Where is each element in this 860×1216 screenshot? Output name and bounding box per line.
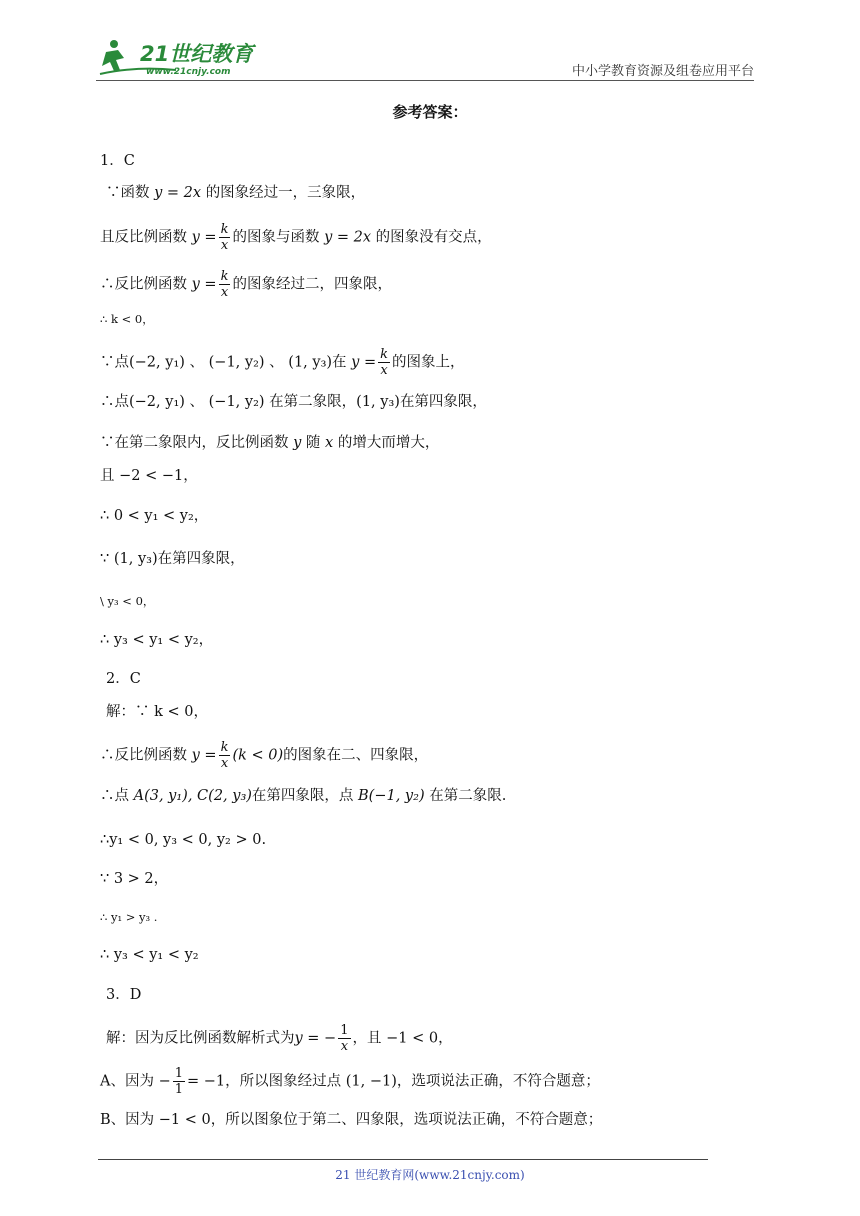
q1-answer: 1．C <box>100 153 135 169</box>
page-title: 参考答案： <box>392 103 468 121</box>
site-logo <box>96 36 261 80</box>
q3-option-b: B、因为 −1 < 0，所以图象位于第二、四象限，选项说法正确，不符合题意； <box>100 1112 603 1128</box>
q2-step-4: ∴y₁ < 0, y₃ < 0, y₂ > 0. <box>100 832 267 848</box>
fraction-k-over-x: $\frac{k}{x}$ <box>220 269 229 300</box>
q3-answer: 3．D <box>106 987 142 1003</box>
q2-step-5: ∵ 3 > 2， <box>100 871 169 887</box>
q3-option-a: A、因为 − $\frac{1}{1}$ = −1，所以图象经过点 (1, −1)，选项说法正确，不符合题意； <box>100 1066 600 1097</box>
footer-divider <box>98 1159 708 1160</box>
q1-step-1: ∵函数 y = 2x 的图象经过一，三象限， <box>106 185 366 201</box>
q1-step-4: ∴ k < 0， <box>100 312 154 326</box>
q1-step-10: ∵ (1, y₃)在第四象限， <box>100 551 245 567</box>
q1-step-8: 且 −2 < −1， <box>100 468 198 484</box>
fraction-k-over-x: $\frac{k}{x}$ <box>220 222 229 253</box>
q1-step-3: ∴反比例函数 y = $\frac{k}{x}$ 的图象经过二，四象限， <box>100 269 392 300</box>
q1-step-2: 且反比例函数 y = $\frac{k}{x}$ 的图象与函数 y = 2x 的图象没有交点， <box>100 222 492 253</box>
q1-step-5: ∵点(−2, y₁) 、 (−1, y₂) 、 (1, y₃)在 y = $\frac{k}{x}$ 的图象上， <box>100 347 465 378</box>
q2-step-3: ∴点 A(3, y₁), C(2, y₃)在第四象限，点 B(−1, y₂) 在第二象限. <box>100 788 507 804</box>
q1-step-6: ∴点(−2, y₁) 、 (−1, y₂) 在第二象限，(1, y₃)在第四象限， <box>100 394 487 410</box>
q2-answer: 2．C <box>106 671 141 687</box>
logo-url-text: www.21cnjy.com <box>146 67 231 77</box>
fraction-k-over-x: $\frac{k}{x}$ <box>380 347 388 378</box>
q2-step-2: ∴反比例函数 y = $\frac{k}{x}$ (k < 0)的图象在二、四象限， <box>100 740 429 771</box>
q1-step-12: ∴ y₃ < y₁ < y₂， <box>100 632 214 648</box>
fraction-k-over-x: $\frac{k}{x}$ <box>220 740 229 771</box>
q2-step-6: ∴ y₁ > y₃ . <box>100 910 158 924</box>
header-platform-text: 中小学教育资源及组卷应用平台 <box>571 64 754 79</box>
fraction-1-over-1: $\frac{1}{1}$ <box>174 1066 184 1097</box>
q3-step-1: 解：因为反比例函数解析式为y = − $\frac{1}{x}$ ，且 −1 < 0， <box>106 1023 453 1054</box>
q1-step-9: ∴ 0 < y₁ < y₂， <box>100 508 209 524</box>
q1-step-7: ∵在第二象限内，反比例函数 y 随 x 的增大而增大， <box>100 435 440 451</box>
logo-main-text: 21世纪教育 <box>140 42 254 66</box>
fraction-1-over-x: $\frac{1}{x}$ <box>340 1023 349 1054</box>
q2-step-1: 解：∵ k < 0， <box>106 704 208 720</box>
q2-step-7: ∴ y₃ < y₁ < y₂ <box>100 947 199 963</box>
footer-text: 21 世纪教育网(www.21cnjy.com) <box>335 1168 525 1182</box>
header-divider <box>96 80 754 81</box>
q1-step-11: \ y₃ < 0， <box>100 594 155 608</box>
